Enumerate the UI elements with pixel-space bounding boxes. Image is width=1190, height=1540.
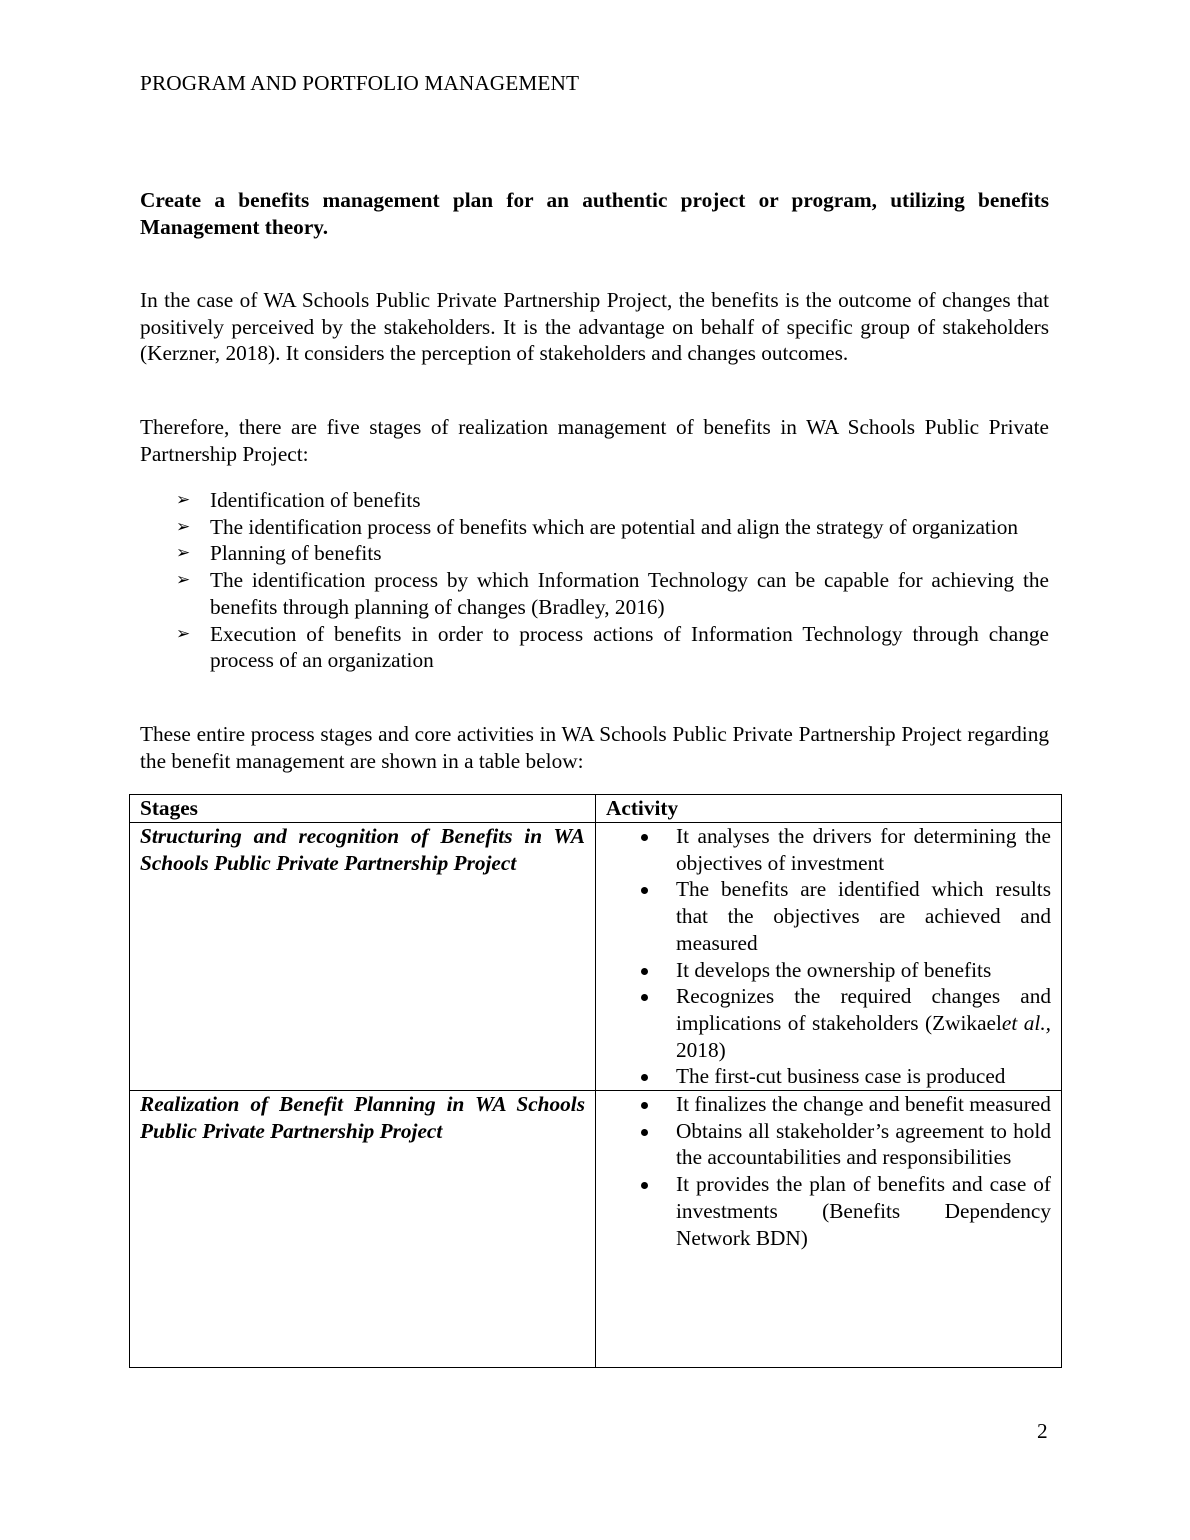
- activity-cell: [596, 823, 1062, 1091]
- list-item: [140, 540, 1049, 567]
- list-item: [606, 823, 1051, 876]
- list-item-text: The identification process by which Information Technology can be capable for achieving the benefits through planning of changes (Bradley, 2016): [210, 568, 1049, 619]
- list-item: [140, 487, 1049, 514]
- bullet-icon: [641, 1074, 648, 1081]
- stage-list: [140, 487, 1049, 674]
- column-header-activity: Activity: [596, 795, 1062, 823]
- list-item-text: The identification process of benefits which are potential and align the strategy of organization: [210, 514, 1019, 539]
- column-header-stages: Stages: [130, 795, 596, 823]
- activity-text: It provides the plan of benefits and case of investments (Benefits Dependency Network BDN): [676, 1172, 1051, 1250]
- list-item: [606, 876, 1051, 956]
- benefits-table: [129, 794, 1062, 1368]
- page-number: 2: [1037, 1419, 1048, 1443]
- table-row: [130, 1091, 1062, 1368]
- activity-cell: [596, 1091, 1062, 1368]
- activity-text: The first-cut business case is produced: [676, 1064, 1006, 1089]
- activity-text: Recognizes the required changes and implications of stakeholders (Zwikael: [676, 984, 1051, 1035]
- stage-name: Structuring and recognition of Benefits in WA Schools Public Private Partnership Project: [140, 824, 585, 875]
- citation-italic: et al.,: [1001, 1010, 1051, 1035]
- activity-text: Obtains all stakeholder’s agreement to hold the accountabilities and responsibilities: [676, 1118, 1051, 1170]
- bullet-icon: [641, 887, 648, 894]
- list-item: [606, 1091, 1051, 1118]
- activity-text: It finalizes the change and benefit measured: [676, 1092, 1051, 1117]
- list-item: [606, 957, 1051, 984]
- bullet-icon: [641, 968, 648, 975]
- table-intro-paragraph: These entire process stages and core activities in WA Schools Public Private Partnership Project regarding the benefit management are shown in a table below:: [140, 722, 1049, 773]
- list-item-text: Identification of benefits: [210, 488, 421, 512]
- bullet-icon: [641, 994, 648, 1001]
- stages-intro-paragraph: Therefore, there are five stages of realization management of benefits in WA Schools Public Private Partnership Project:: [140, 415, 1049, 466]
- stage-cell: [130, 823, 596, 1091]
- arrow-bullet-icon: ➢: [176, 623, 191, 643]
- list-item-text: Execution of benefits in order to process actions of Information Technology through change process of an organization: [210, 621, 1049, 673]
- list-item: [140, 621, 1049, 674]
- activity-text: It develops the ownership of benefits: [676, 957, 992, 982]
- list-item: [606, 1118, 1051, 1171]
- bullet-icon: [641, 1182, 648, 1189]
- stage-cell: [130, 1091, 596, 1368]
- list-item: [140, 514, 1049, 541]
- stage-name: Realization of Benefit Planning in WA Schools Public Private Partnership Project: [140, 1092, 585, 1143]
- list-item-text: Planning of benefits: [210, 541, 382, 566]
- question-heading: Create a benefits management plan for an authentic project or program, utilizing benefits Management theory.: [140, 188, 1049, 239]
- activity-text: It analyses the drivers for determining the objectives of investment: [676, 824, 1051, 875]
- bullet-icon: [641, 834, 648, 841]
- bullet-icon: [641, 1129, 648, 1136]
- list-item: [606, 1171, 1051, 1251]
- arrow-bullet-icon: ➢: [176, 516, 191, 536]
- table-header-row: [130, 795, 1062, 823]
- arrow-bullet-icon: ➢: [176, 543, 191, 563]
- table-row: [130, 823, 1062, 1091]
- activity-list: [606, 1091, 1051, 1251]
- running-head: PROGRAM AND PORTFOLIO MANAGEMENT: [140, 71, 580, 95]
- activity-text: 2018): [676, 1037, 726, 1062]
- list-item: [140, 567, 1049, 620]
- arrow-bullet-icon: ➢: [176, 490, 191, 509]
- arrow-bullet-icon: ➢: [176, 570, 191, 590]
- activity-list: [606, 823, 1051, 1090]
- list-item: [606, 983, 1051, 1063]
- intro-paragraph: In the case of WA Schools Public Private Partnership Project, the benefits is the outcome of changes that positively perceived by the stakeholders. It is the advantage on behalf of specific group of stakeholders (Kerzner, 2018). It considers the perception of stakeholders and changes outcomes.: [140, 288, 1049, 366]
- bullet-icon: [641, 1102, 648, 1109]
- activity-text: The benefits are identified which results that the objectives are achieved and measured: [676, 877, 1051, 955]
- list-item: [606, 1063, 1051, 1090]
